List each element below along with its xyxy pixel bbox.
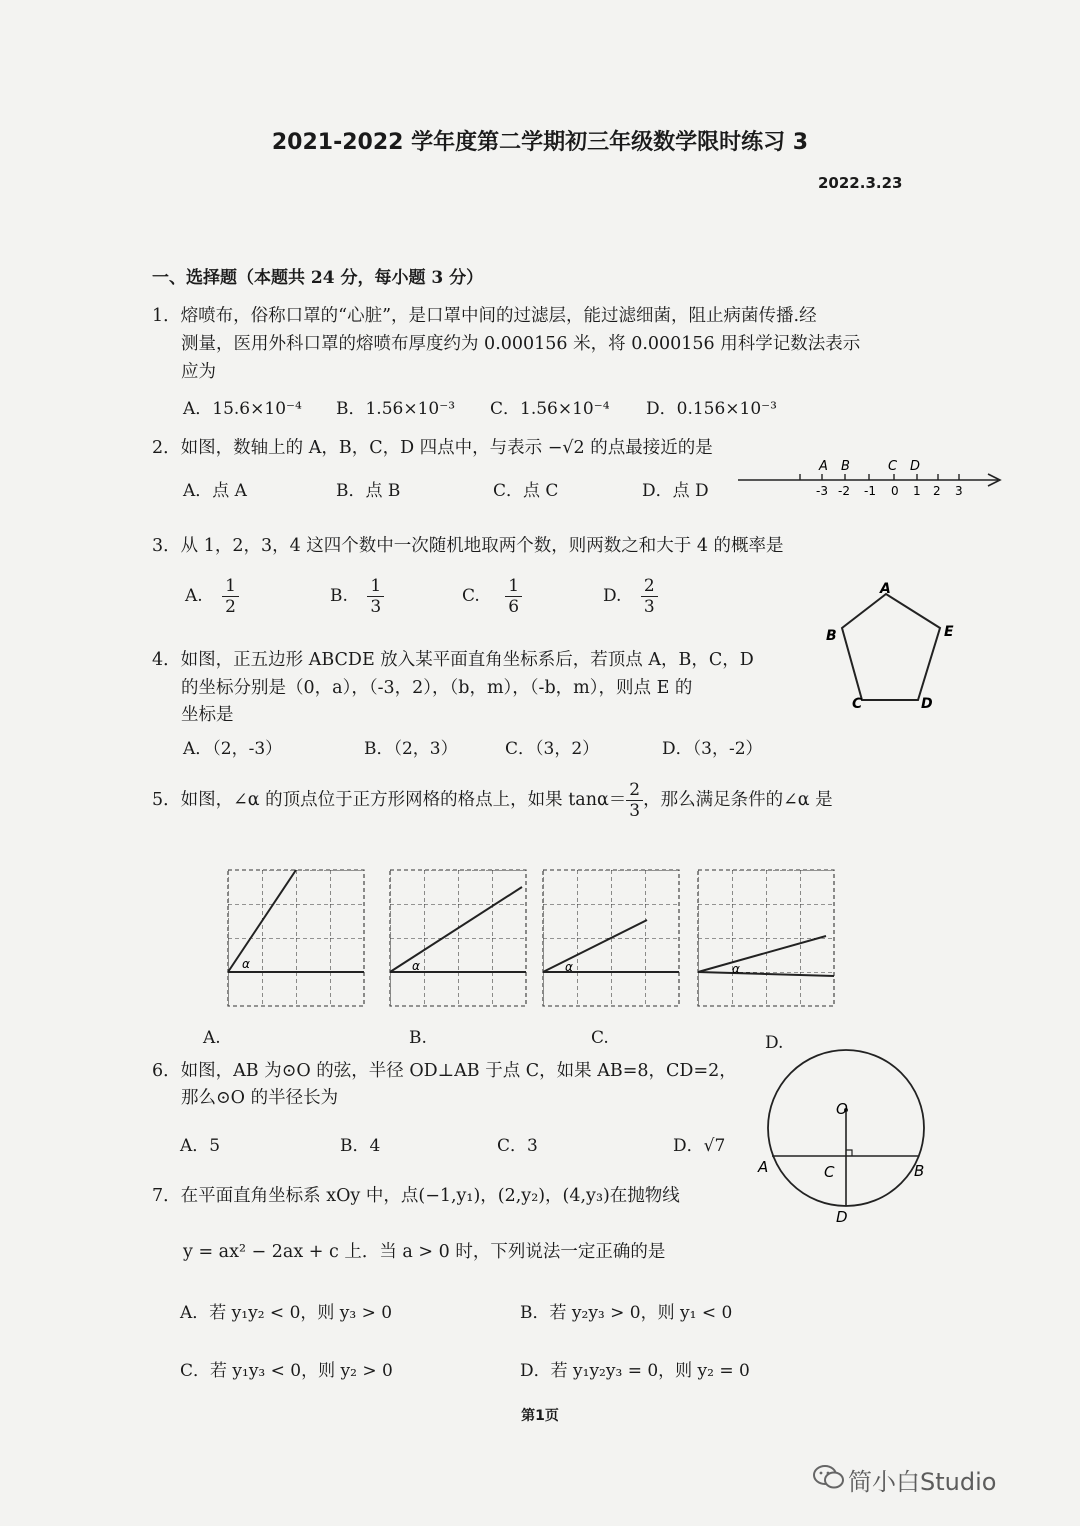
q5-question xyxy=(152,780,833,821)
q4-option-a: A．（2，-3） xyxy=(183,739,283,759)
vertex-e-label: E xyxy=(944,624,954,640)
section-heading: 一、选择题（本题共 24 分，每小题 3 分） xyxy=(152,268,484,288)
tick-label-neg1: -1 xyxy=(864,484,876,498)
q1-line-3: 应为 xyxy=(181,362,216,382)
wechat-icon xyxy=(812,1463,846,1491)
q3-a-denominator: 2 xyxy=(225,597,236,617)
point-d-label: D xyxy=(910,459,921,474)
grid-d xyxy=(698,870,834,1006)
tick-label-neg3: -3 xyxy=(816,484,828,498)
q3-d-numerator: 2 xyxy=(641,576,658,597)
q2-option-a: A．点 A xyxy=(183,481,247,501)
q2-question: 2．如图，数轴上的 A，B，C，D 四点中，与表示 −√2 的点最接近的是 xyxy=(152,438,713,458)
grid-a-label: A. xyxy=(203,1028,221,1048)
grid-d-label: D. xyxy=(765,1033,784,1053)
pentagon-abcde xyxy=(842,594,940,700)
vertex-b-label: B xyxy=(826,628,837,644)
label-d: D xyxy=(836,1208,848,1226)
tick-label-3: 3 xyxy=(955,484,963,498)
q3-option-c xyxy=(462,576,522,617)
right-angle-mark xyxy=(846,1150,852,1156)
q3-c-denominator: 6 xyxy=(508,597,520,617)
q6-line-1: 6．如图，AB 为⊙O 的弦，半径 OD⊥AB 于点 C，如果 AB=8，CD=2， xyxy=(152,1061,737,1081)
q7-line-1: 7．在平面直角坐标系 xOy 中，点(−1,y₁)，(2,y₂)，(4,y₃)在抛物线 xyxy=(152,1186,680,1206)
pentagon-figure xyxy=(818,578,968,712)
q1-line-1: 1．熔喷布，俗称口罩的“心脏”，是口罩中间的过滤层，能过滤细菌，阻止病菌传播.经 xyxy=(152,306,817,326)
q1-option-a: A．15.6×10⁻⁴ xyxy=(183,399,302,419)
q3-option-b xyxy=(330,576,384,617)
q3-option-b-letter: B. xyxy=(330,586,348,606)
q7-option-c: C．若 y₁y₃ < 0，则 y₂ > 0 xyxy=(180,1361,393,1381)
tick-label-neg2: -2 xyxy=(838,484,850,498)
grid-a-alpha: α xyxy=(242,957,250,971)
q3-option-d-letter: D. xyxy=(603,586,622,606)
grid-c-alpha: α xyxy=(565,960,573,974)
q4-line-1: 4．如图，正五边形 ABCDE 放入某平面直角坐标系后，若顶点 A，B，C，D xyxy=(152,650,754,670)
q4-line-3: 坐标是 xyxy=(181,705,234,725)
q6-line-2: 那么⊙O 的半径长为 xyxy=(181,1088,339,1108)
q7-option-d: D．若 y₁y₂y₃ = 0，则 y₂ = 0 xyxy=(520,1361,750,1381)
point-b-label: B xyxy=(841,459,850,474)
grid-d-alpha: α xyxy=(732,962,740,976)
q2-option-b: B．点 B xyxy=(336,481,401,501)
vertex-c-label: C xyxy=(852,696,863,712)
number-line-figure xyxy=(730,452,1010,502)
circle-figure xyxy=(752,1042,942,1228)
tick-label-2: 2 xyxy=(933,484,941,498)
exam-date: 2022.3.23 xyxy=(818,174,903,192)
angle-grids-figure xyxy=(220,862,850,1020)
q1-option-d: D．0.156×10⁻³ xyxy=(646,399,777,419)
q3-question: 3．从 1，2，3，4 这四个数中一次随机地取两个数，则两数之和大于 4 的概率是 xyxy=(152,536,784,556)
page-number: 第1页 xyxy=(521,1408,559,1424)
q3-b-numerator: 1 xyxy=(367,576,384,597)
q6-option-c: C．3 xyxy=(497,1136,538,1156)
q2-option-d: D．点 D xyxy=(642,481,709,501)
tick-label-1: 1 xyxy=(913,484,921,498)
grid-b-alpha: α xyxy=(412,959,420,973)
vertex-a-label: A xyxy=(880,581,891,597)
point-a-label: A xyxy=(819,459,828,474)
label-b: B xyxy=(914,1162,925,1180)
q3-option-a-letter: A. xyxy=(185,586,203,606)
tick-label-0: 0 xyxy=(891,484,899,498)
grid-b-label: B. xyxy=(409,1028,427,1048)
q4-line-2: 的坐标分别是（0，a），（-3，2），（b，m），（-b，m），则点 E 的 xyxy=(181,678,693,698)
q5-frac-denominator: 3 xyxy=(629,801,641,821)
q3-option-c-letter: C. xyxy=(462,586,480,606)
q4-option-c: C．（3，2） xyxy=(505,739,600,759)
q3-option-a xyxy=(185,576,239,617)
grid-c xyxy=(543,870,679,1006)
q6-option-d: D．√7 xyxy=(673,1136,726,1156)
q5-text-before: 5．如图，∠α 的顶点位于正方形网格的格点上，如果 tanα＝ xyxy=(152,790,627,810)
q7-option-a: A．若 y₁y₂ < 0，则 y₃ > 0 xyxy=(180,1303,393,1323)
q6-option-b: B．4 xyxy=(340,1136,381,1156)
q4-option-b: B．（2，3） xyxy=(364,739,458,759)
page-title: 2021-2022 学年度第二学期初三年级数学限时练习 3 xyxy=(271,130,809,155)
q3-option-d xyxy=(603,576,658,617)
q7-option-b: B．若 y₂y₃ > 0，则 y₁ < 0 xyxy=(520,1303,733,1323)
q7-line-2: y = ax² − 2ax + c 上．当 a > 0 时，下列说法一定正确的是 xyxy=(183,1242,666,1262)
grid-b xyxy=(390,870,526,1006)
q3-b-denominator: 3 xyxy=(370,597,382,617)
q3-a-numerator: 1 xyxy=(222,576,239,597)
q1-line-2: 测量，医用外科口罩的熔喷布厚度约为 0.000156 米，将 0.000156 用科学记数法表示 xyxy=(181,334,861,354)
q3-d-denominator: 3 xyxy=(643,597,655,617)
q3-c-numerator: 1 xyxy=(505,576,522,597)
vertex-d-label: D xyxy=(921,696,933,712)
label-o: O xyxy=(836,1100,848,1118)
q5-text-after: ，那么满足条件的∠α 是 xyxy=(643,790,833,810)
point-c-label: C xyxy=(888,459,898,474)
label-c: C xyxy=(824,1163,835,1181)
q5-frac-numerator: 2 xyxy=(626,780,643,801)
q4-option-d: D．（3，-2） xyxy=(662,739,763,759)
label-a: A xyxy=(758,1158,769,1176)
q6-option-a: A．5 xyxy=(180,1136,221,1156)
q1-option-b: B．1.56×10⁻³ xyxy=(336,399,456,419)
watermark-text: 简小白Studio xyxy=(848,1468,997,1496)
grid-a xyxy=(228,870,364,1006)
q2-option-c: C．点 C xyxy=(493,481,559,501)
grid-c-label: C. xyxy=(591,1028,609,1048)
q1-option-c: C．1.56×10⁻⁴ xyxy=(490,399,610,419)
